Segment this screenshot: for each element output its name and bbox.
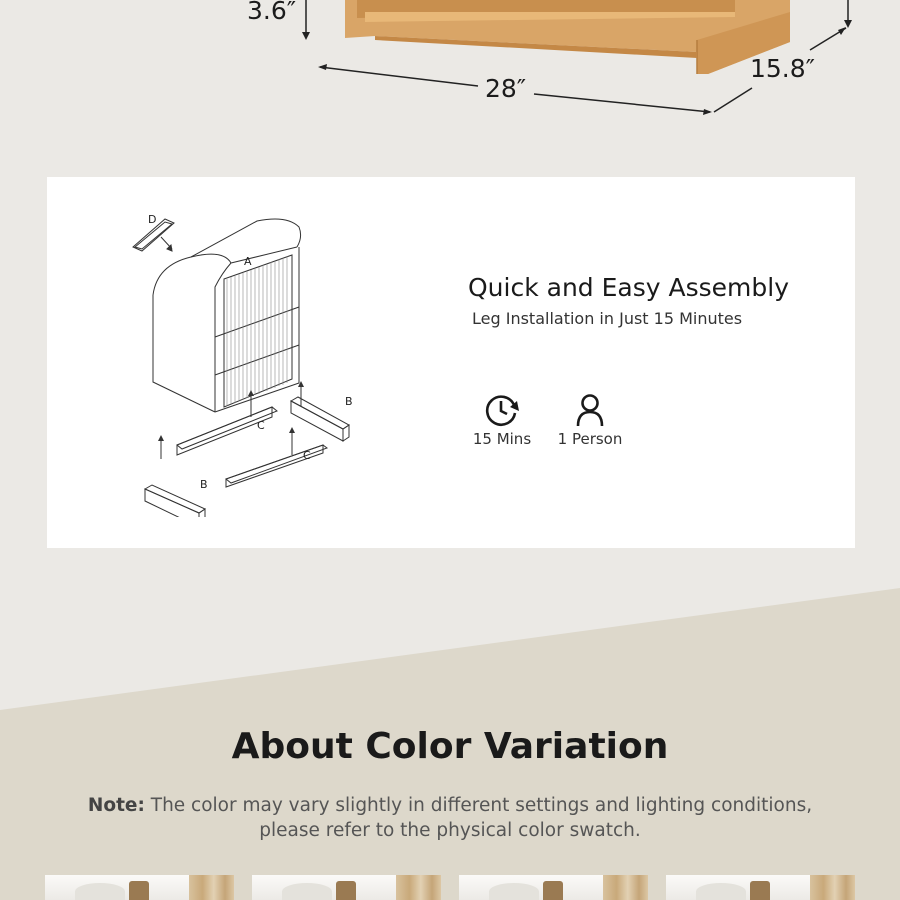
- note-line-2: please refer to the physical color swatch.: [259, 820, 641, 841]
- clock-icon: [484, 393, 520, 427]
- note-label: Note:: [87, 795, 145, 816]
- part-label-b1: B: [345, 395, 353, 408]
- assembly-card: [47, 177, 855, 548]
- width-dimension-label: 28″: [485, 74, 527, 103]
- color-swatch-photo-4: [666, 875, 855, 900]
- color-swatch-photo-1: [45, 875, 234, 900]
- assembly-line-drawing: [127, 207, 397, 517]
- depth-dimension-label: 15.8″: [750, 54, 816, 83]
- color-variation-note: [0, 793, 900, 843]
- time-feature-label: 15 Mins: [472, 430, 532, 448]
- part-label-c1: C: [257, 419, 265, 432]
- person-icon: [575, 393, 605, 427]
- person-feature-label: 1 Person: [557, 430, 623, 448]
- part-label-d: D: [148, 213, 157, 226]
- part-label-c2: C: [303, 449, 311, 462]
- height-dimension-label: 3.6″: [247, 0, 297, 25]
- color-swatch-photo-2: [252, 875, 441, 900]
- color-variation-title: About Color Variation: [231, 726, 669, 767]
- note-line-1: The color may vary slightly in different settings and lighting conditions,: [150, 795, 813, 816]
- part-label-a: A: [244, 255, 252, 268]
- assembly-subtitle: Leg Installation in Just 15 Minutes: [472, 309, 743, 328]
- assembly-title: Quick and Easy Assembly: [468, 273, 789, 302]
- color-swatch-photo-3: [459, 875, 648, 900]
- person-feature: [557, 393, 623, 448]
- exploded-assembly-diagram: [127, 207, 397, 517]
- part-label-b2: B: [200, 478, 208, 491]
- time-feature: [471, 393, 533, 448]
